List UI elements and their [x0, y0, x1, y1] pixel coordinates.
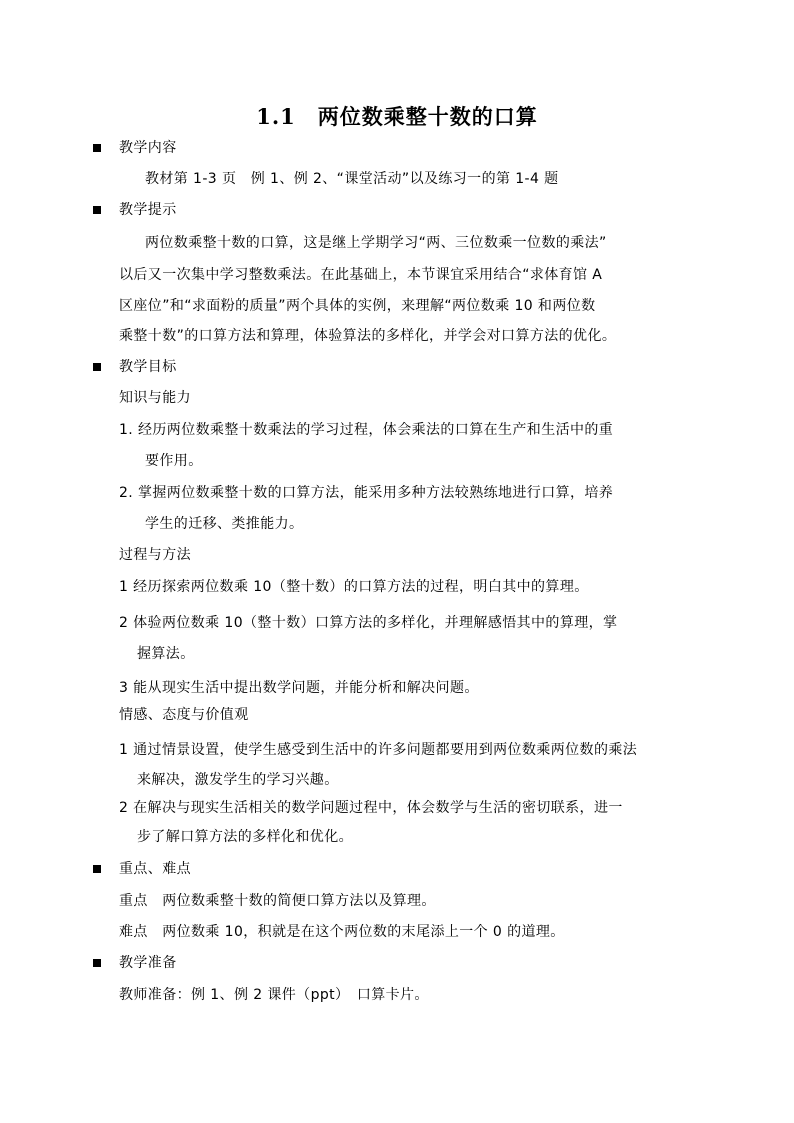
- process-item: 3 能从现实生活中提出数学问题，并能分析和解决问题。: [119, 680, 479, 696]
- page-title: 1.1 两位数乘整十数的口算: [256, 104, 538, 129]
- emotion-item-cont: 步了解口算方法的多样化和优化。: [137, 829, 353, 845]
- knowledge-item-cont: 要作用。: [145, 453, 203, 469]
- emotion-item: 2 在解决与现实生活相关的数学问题过程中，体会数学与生活的密切联系，进一: [119, 800, 623, 816]
- tips-line: 区座位”和“求面粉的质量”两个具体的实例，来理解“两位数乘 10 和两位数: [119, 298, 596, 314]
- emotion-item: 1 通过情景设置，使学生感受到生活中的许多问题都要用到两位数乘两位数的乘法: [119, 742, 638, 758]
- bullet-icon: [93, 206, 101, 214]
- section-heading-goals: 教学目标: [119, 359, 177, 375]
- bullet-icon: [93, 959, 101, 967]
- content-text: 教材第 1-3 页 例 1、例 2、“课堂活动”以及练习一的第 1-4 题: [145, 171, 559, 187]
- section-heading-content: 教学内容: [119, 140, 177, 156]
- bullet-icon: [93, 865, 101, 873]
- key-difficulty: 难点 两位数乘 10，积就是在这个两位数的末尾添上一个 0 的道理。: [119, 924, 565, 940]
- process-item: 1 经历探索两位数乘 10（整十数）的口算方法的过程，明白其中的算理。: [119, 579, 589, 595]
- knowledge-item: 1. 经历两位数乘整十数乘法的学习过程，体会乘法的口算在生产和生活中的重: [119, 422, 614, 438]
- bullet-icon: [93, 363, 101, 371]
- knowledge-item: 2. 掌握两位数乘整十数的口算方法，能采用多种方法较熟练地进行口算，培养: [119, 485, 614, 501]
- key-focus: 重点 两位数乘整十数的简便口算方法以及算理。: [119, 893, 436, 909]
- knowledge-item-cont: 学生的迁移、类推能力。: [145, 516, 304, 532]
- subheading-process: 过程与方法: [119, 547, 191, 563]
- section-heading-tips: 教学提示: [119, 202, 177, 218]
- section-heading-prep: 教学准备: [119, 955, 177, 971]
- prep-text: 教师准备：例 1、例 2 课件（ppt） 口算卡片。: [119, 987, 429, 1003]
- subheading-emotion: 情感、态度与价值观: [119, 707, 249, 723]
- section-heading-key: 重点、难点: [119, 861, 191, 877]
- subheading-knowledge: 知识与能力: [119, 390, 191, 406]
- tips-line: 两位数乘整十数的口算，这是继上学期学习“两、三位数乘一位数的乘法”: [145, 235, 607, 251]
- process-item-cont: 握算法。: [137, 646, 195, 662]
- emotion-item-cont: 来解决，激发学生的学习兴趣。: [137, 772, 339, 788]
- process-item: 2 体验两位数乘 10（整十数）口算方法的多样化，并理解感悟其中的算理，掌: [119, 615, 618, 631]
- tips-line: 乘整十数”的口算方法和算理，体验算法的多样化，并学会对口算方法的优化。: [119, 328, 617, 344]
- tips-line: 以后又一次集中学习整数乘法。在此基础上，本节课宜采用结合“求体育馆 A: [119, 267, 603, 283]
- bullet-icon: [93, 144, 101, 152]
